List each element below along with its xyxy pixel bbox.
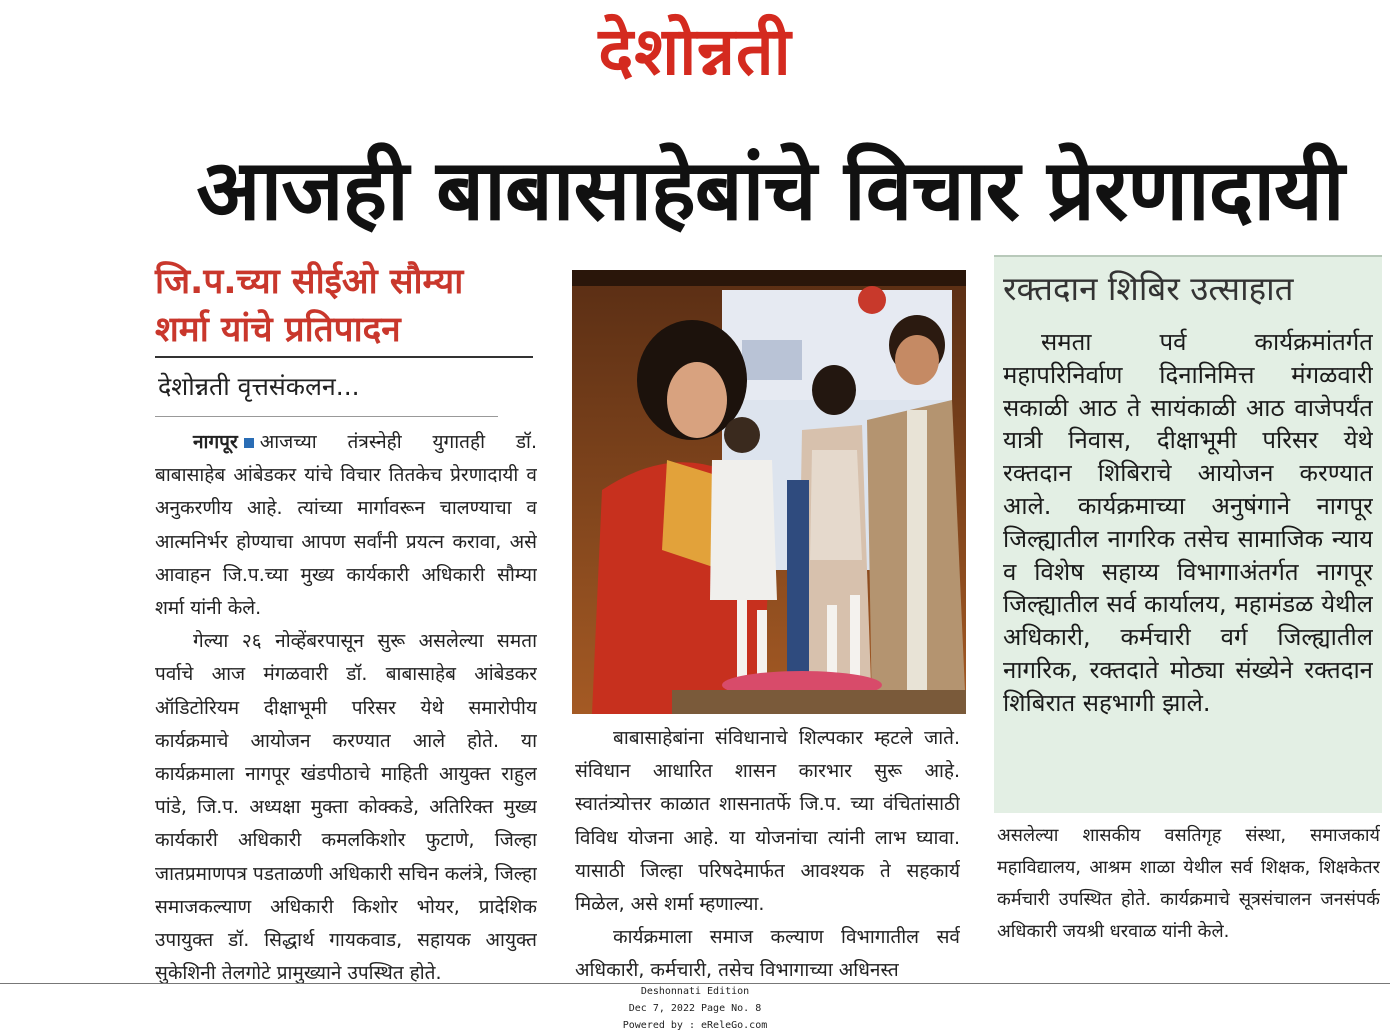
dateline-place: नागपूर bbox=[193, 431, 238, 453]
footer-powered-by: Powered by : eReleGo.com bbox=[622, 1020, 768, 1031]
sidebar-body bbox=[1003, 326, 1373, 796]
byline: देशोन्नती वृत्तसंकलन... bbox=[158, 372, 360, 401]
subhead-line-2: शर्मा यांचे प्रतिपादन bbox=[155, 310, 401, 350]
article-column-2 bbox=[575, 722, 960, 984]
subhead-line-1: जि.प.च्या सीईओ सौम्या bbox=[155, 262, 464, 302]
event-photo-illustration bbox=[572, 270, 966, 714]
sidebar-title: रक्तदान शिबिर उत्साहात bbox=[1003, 269, 1294, 308]
footer-edition: Deshonnati Edition bbox=[640, 986, 750, 997]
article-paragraph-3: बाबासाहेबांना संविधानाचे शिल्पकार म्हटले जाते. संविधान आधारित शासन कारभार सुरू आहे. स्वातंत्र्योत्तर काळात शासनातर्फे जि.प. च्या वंचितांसाठी विविध योजना आहे. या योजनांचा त्यांनी लाभ घ्यावा. यासाठी जिल्हा परिषदेमार्फत आवश्यक ते सहकार्य मिळेल, असे शर्मा म्हणाल्या. bbox=[575, 727, 960, 916]
article-paragraph-2: गेल्या २६ नोव्हेंबरपासून सुरू असलेल्या समता पर्वाचे आज मंगळवारी डॉ. बाबासाहेब आंबेडकर ऑडिटोरियम दीक्षाभूमी परिसर येथे समारोपीय कार्यक्रमाचे आयोजन करण्यात आले होते. या कार्यक्रमाला नागपूर खंडपीठाचे माहिती आयुक्त राहुल पांडे, जि.प. अध्यक्षा मुक्ता कोक्कडे, अतिरिक्त मुख्य कार्यकारी अधिकारी कमलकिशोर फुटाणे, जिल्हा जातप्रमाणपत्र पडताळणी अधिकारी सचिन कलंत्रे, जिल्हा समाजकल्याण अधिकारी किशोर भोयर, प्रादेशिक उपायुक्त डॉ. सिद्धार्थ गायकवाड, सहायक आयुक्त सुकेशिनी तेलगोटे प्रामुख्याने उपस्थित होते. bbox=[155, 630, 537, 984]
newspaper-masthead: देशोन्नती bbox=[598, 13, 792, 90]
article-headline: आजही बाबासाहेबांचे विचार प्रेरणादायी bbox=[196, 141, 1344, 239]
article-paragraph-1-text: आजच्या तंत्रस्नेही युगातही डॉ. बाबासाहेब आंबेडकर यांचे विचार तितकेच प्रेरणादायी व अनुकरणीय आहे. त्यांच्या मार्गावरून चालण्याचा व आत्मनिर्भर होण्याचा आपण सर्वांनी प्रयत्न करावा, असे आवाहन जि.प.च्या मुख्य कार्यकारी अधिकारी सौम्या शर्मा यांनी केले. bbox=[155, 431, 537, 620]
event-photo bbox=[572, 270, 966, 714]
subhead-divider bbox=[155, 356, 533, 358]
article-paragraph-5: असलेल्या शासकीय वसतिगृह संस्था, समाजकार्य महाविद्यालय, आश्रम शाळा येथील सर्व शिक्षक, शिक्षकेतर कर्मचारी उपस्थित होते. कार्यक्रमाचे सूत्रसंचालन जनसंपर्क अधिकारी जयश्री धरवाळ यांनी केले. bbox=[997, 825, 1380, 942]
article-paragraph-1 bbox=[155, 426, 537, 625]
footer-date-page: Dec 7, 2022 Page No. 8 bbox=[628, 1003, 762, 1014]
article-subheadline bbox=[155, 258, 545, 354]
article-column-1 bbox=[155, 426, 537, 984]
byline-divider bbox=[155, 416, 498, 417]
article-column-3 bbox=[997, 820, 1380, 984]
dateline-marker-icon bbox=[244, 438, 254, 448]
article-paragraph-4: कार्यक्रमाला समाज कल्याण विभागातील सर्व अधिकारी, कर्मचारी, तसेच विभागाच्या अधिनस्त bbox=[575, 926, 960, 982]
sidebar-paragraph: समता पर्व कार्यक्रमांतर्गत महापरिनिर्वाण दिनानिमित्त मंगळवारी सकाळी आठ ते सायंकाळी आठ वाजेपर्यंत यात्री निवास, दीक्षाभूमी परिसर येथे रक्तदान शिबिराचे आयोजन करण्यात आले. कार्यक्रमाच्या अनुषंगाने नागपूर जिल्ह्यातील नागरिक तसेच सामाजिक न्याय व विशेष सहाय्य विभागाअंतर्गत नागपूर जिल्ह्यातील सर्व कार्यालय, महामंडळ येथील अधिकारी, कर्मचारी वर्ग जिल्ह्यातील नागरिक, रक्तदाते मोठ्या संख्येने रक्तदान शिबिरात सहभागी झाले. bbox=[1003, 328, 1373, 717]
